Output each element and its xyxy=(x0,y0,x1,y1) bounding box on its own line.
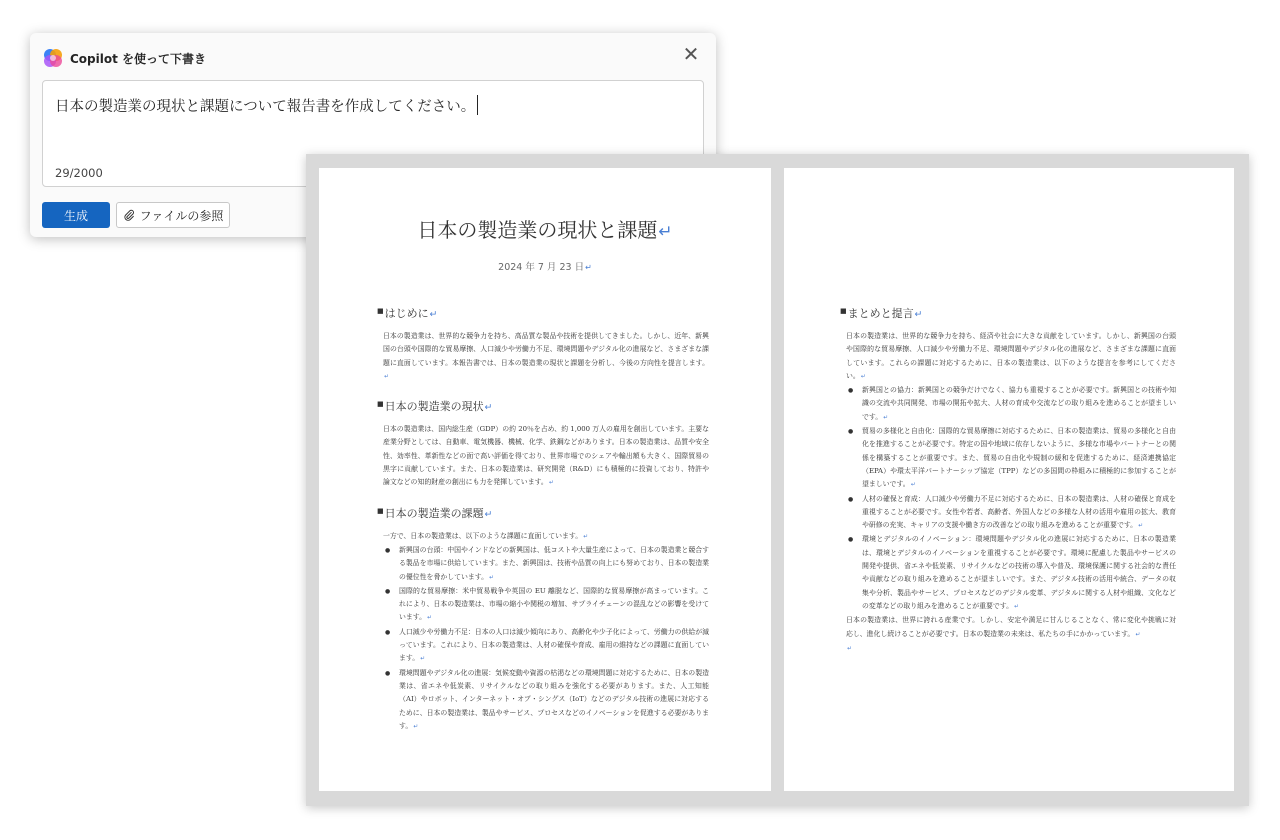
section-paragraph: 日本の製造業は、世界的な競争力を持ち、経済や社会に大きな貢献をしています。しかし、新興国の台頭や国際的な貿易摩擦、人口減少や労働力不足、環境問題やデジタル化の進展など、さまざまな課題に直面しています。これらの課題に対応するために、日本の製造業は、以下のような提言を参考にしてください。↵ xyxy=(846,332,1176,380)
document-preview xyxy=(306,154,1249,806)
list-item: ● 新興国との協力：新興国との競争だけでなく、協力も重視することが必要です。新興国との技術や知識の交流や共同開発、市場の開拓や拡大、人材の育成や交流などの取り組みを進めることが望ましいです。↵ xyxy=(846,384,1176,425)
empty-paragraph: ↵ xyxy=(847,645,852,652)
bullet-list xyxy=(846,384,1176,614)
paperclip-icon xyxy=(123,209,135,221)
document-title: 日本の製造業の現状と課題↵ xyxy=(417,218,673,242)
section-heading: ■日本の製造業の課題↵ xyxy=(377,506,493,520)
text-caret xyxy=(477,95,478,115)
list-item: ● 環境とデジタルのイノベーション：環境問題やデジタル化の進展に対応するために、日本の製造業は、環境とデジタルのイノベーションを重視することが必要です。環境に配慮した製品やサービスの開発や提供、省エネや低炭素、リサイクルなどの技術の導入や普及、環境保護に関する社会的な責任や貢献などの取り組みを進めることが望ましいです。また、デジタル技術の活用や統合、データの収集や分析、製品やサービス、プロセスなどのデジタル変革、デジタルに関する人材や組織、文化などの変革などの取り組みを進めることが重要です。↵ xyxy=(846,533,1176,614)
list-item: ● 環境問題やデジタル化の進展：気候変動や資源の枯渇などの環境問題に対応するために、日本の製造業は、省エネや低炭素、リサイクルなどの取り組みを強化する必要があります。また、人工知能（AI）やロボット、インターネット・オブ・シングス（IoT）などのデジタル技術の進展に対応するために、日本の製造業は、製品やサービス、プロセスなどのイノベーションを促進する必要があります。↵ xyxy=(383,667,709,734)
browse-files-label: ファイルの参照 xyxy=(139,208,224,223)
dialog-header xyxy=(42,47,206,69)
document-page-1 xyxy=(319,168,771,791)
section-paragraph: 日本の製造業は、国内総生産（GDP）の約 20％を占め、約 1,000 万人の雇用を創出しています。主要な産業分野としては、自動車、電気機器、機械、化学、鉄鋼などがあります。日本の製造業は、品質や安全性、効率性、革新性などの面で高い評価を得ており、世界市場でのシェアや輸出額も大きく、国際貿易の黒字に貢献しています。また、日本の製造業は、研究開発（R&D）にも積極的に投資しており、特許や論文などの知的財産の創出にも力を発揮しています。↵ xyxy=(383,425,709,487)
list-item: ● 貿易の多様化と自由化：国際的な貿易摩擦に対応するために、日本の製造業は、貿易の多様化と自由化を推進することが必要です。特定の国や地域に依存しないように、多様な市場やパートナーとの関係を構築することが重要です。また、貿易の自由化や規制の緩和を促進するために、経済連携協定（EPA）や環太平洋パートナーシップ協定（TPP）などの多国間の枠組みに積極的に参加することが望ましいです。↵ xyxy=(846,425,1176,492)
page1-content xyxy=(377,305,709,734)
closing-paragraph: 日本の製造業は、世界に誇れる産業です。しかし、安定や満足に甘んじることなく、常に変化や挑戦に対応し、進化し続けることが必要です。日本の製造業の未来は、私たちの手にかかっています。↵ xyxy=(846,616,1176,638)
list-item: ● 国際的な貿易摩擦：米中貿易戦争や英国の EU 離脱など、国際的な貿易摩擦が高まっています。これにより、日本の製造業は、市場の縮小や関税の増加、サプライチェーンの混乱などの影響を受けています。↵ xyxy=(383,585,709,626)
document-date: 2024 年 7 月 23 日↵ xyxy=(498,262,592,273)
list-item: ● 新興国の台頭：中国やインドなどの新興国は、低コストや大量生産によって、日本の製造業と競合する製品を市場に供給しています。また、新興国は、技術や品質の向上にも努めており、日本の製造業の優位性を脅かしています。↵ xyxy=(383,544,709,585)
character-count: 29/2000 xyxy=(55,166,103,180)
list-item: ● 人材の確保と育成：人口減少や労働力不足に対応するために、日本の製造業は、人材の確保と育成を重視することが必要です。女性や若者、高齢者、外国人などの多様な人材の活用や雇用の拡大、教育や研修の充実、キャリアの支援や働き方の改善などの取り組みを進めることが重要です。↵ xyxy=(846,493,1176,534)
copilot-logo-icon xyxy=(42,47,64,69)
close-icon[interactable]: ✕ xyxy=(682,42,700,66)
section-paragraph: 日本の製造業は、世界的な競争力を持ち、高品質な製品や技術を提供してきました。しかし、近年、新興国の台頭や国際的な貿易摩擦、人口減少や労働力不足、環境問題やデジタル化の進展など、さまざまな課題に直面しています。本報告書では、日本の製造業の現状と課題を分析し、今後の方向性を提言します。↵ xyxy=(383,332,709,380)
prompt-value: 日本の製造業の現状と課題について報告書を作成してください。 xyxy=(55,99,476,115)
generate-button[interactable] xyxy=(42,202,110,228)
section-heading: ■はじめに↵ xyxy=(377,307,438,320)
prompt-text xyxy=(55,95,478,116)
bullet-list xyxy=(383,544,709,734)
section-paragraph: 一方で、日本の製造業は、以下のような課題に直面しています。↵ xyxy=(383,531,589,540)
list-item: ● 人口減少や労働力不足：日本の人口は減少傾向にあり、高齢化や少子化によって、労働力の供給が減っています。これにより、日本の製造業は、人材の確保や育成、雇用の維持などの課題に直面しています。↵ xyxy=(383,626,709,667)
section-heading: ■まとめと提言↵ xyxy=(840,307,923,320)
dialog-title: Copilot を使って下書き xyxy=(70,51,207,66)
section-heading: ■日本の製造業の現状↵ xyxy=(377,400,493,414)
browse-files-button[interactable] xyxy=(116,202,230,228)
document-page-2 xyxy=(784,168,1234,791)
generate-button-label: 生成 xyxy=(63,208,88,223)
page2-content xyxy=(840,305,1176,670)
